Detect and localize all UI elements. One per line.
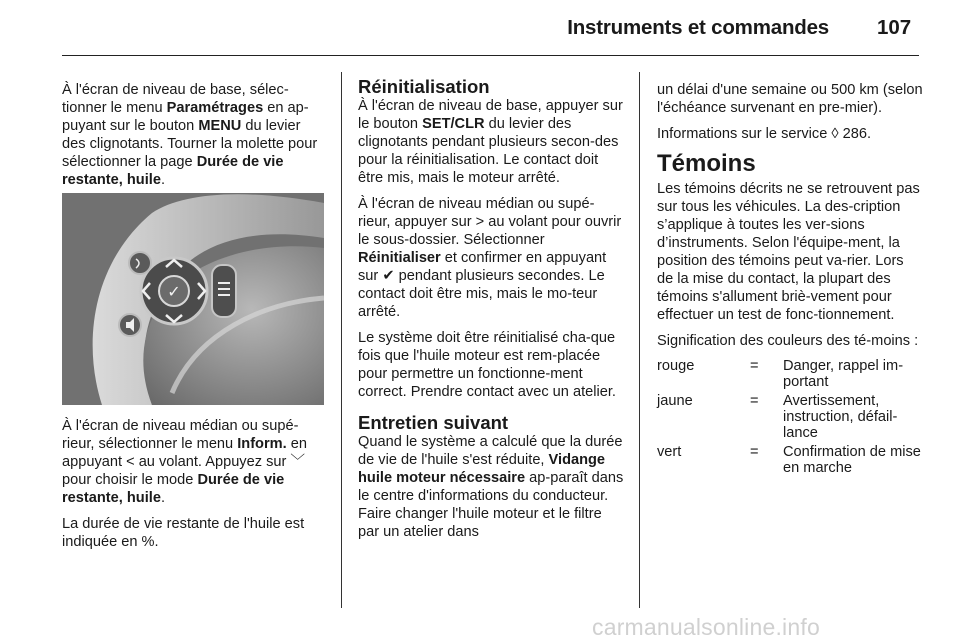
header-rule <box>62 55 919 56</box>
watermark: carmanualsonline.info <box>592 614 820 640</box>
column-1 <box>62 81 324 197</box>
color-name: vert <box>657 444 682 460</box>
chevron-left-icon: < <box>126 454 135 470</box>
color-description: Confirmation de mise en marche <box>783 444 921 476</box>
color-name: rouge <box>657 358 695 374</box>
paragraph-service-info: Informations sur le service ◊ 286. <box>657 126 872 142</box>
paragraph-median-level: À l'écran de niveau médian ou supé-rieur, sélectionner le menu Inform. en appuyant < au volant. Appuyez sur ﹀ pour choisir le mode Durée de vie restante, huile. <box>62 418 307 506</box>
heading-next-service: Entretien suivant <box>358 412 509 433</box>
paragraph-color-meaning: Signification des couleurs des té-moins : <box>657 333 919 349</box>
paragraph-reset-base: À l'écran de niveau de base, appuyer sur le bouton SET/CLR du levier des clignotants pendant plusieurs secon-des pour la réinitialisation. Le contact doit être mis, mais le moteur arrêté. <box>358 98 623 186</box>
heading-warning-lights: Témoins <box>657 150 756 177</box>
voice-button <box>129 252 151 274</box>
color-equals: = <box>750 358 759 374</box>
color-description: Avertissement, instruction, défail-lance <box>783 393 898 441</box>
paragraph-next-service: Quand le système a calculé que la durée de vie de l'huile s'est réduite, Vidange huile moteur nécessaire ap-paraît dans le centre d'informations du conducteur. Faire changer l'huile moteur et le filtre par un atelier dans <box>358 434 624 540</box>
column-3 <box>657 81 923 479</box>
column-2 <box>358 77 624 549</box>
mute-button <box>119 314 141 336</box>
table-row <box>657 358 923 393</box>
color-description: Danger, rappel im-portant <box>783 358 904 390</box>
color-equals: = <box>750 393 759 409</box>
paragraph-percent: La durée de vie restante de l'huile est indiquée en %. <box>62 516 305 550</box>
chevron-right-icon: > <box>475 214 485 230</box>
column-divider-2 <box>639 72 640 608</box>
column-divider-1 <box>341 72 342 608</box>
paragraph-reset-median: À l'écran de niveau médian ou supé-rieur, appuyer sur > au volant pour ouvrir le sous-dossier. Sélectionner Réinitialiser et confirmer en appuyant sur ✔ pendant plusieurs secondes. Le contact doit être mis, mais le mo-teur arrêté. <box>358 196 622 320</box>
paragraph-reset-note: Le système doit être réinitialisé cha-que fois que l'huile moteur est rem-placée pour permettre un fonctionne-ment correct. Prendre contact avec un atelier. <box>358 330 616 400</box>
color-legend-table <box>657 358 923 479</box>
page-number: 107 <box>877 16 912 39</box>
chevron-down-icon: ﹀ <box>290 454 306 470</box>
table-row <box>657 393 923 444</box>
cross-reference-icon: ◊ <box>831 126 839 142</box>
column-1-lower <box>62 417 324 559</box>
check-icon: ✔ <box>382 268 395 284</box>
volume-rocker <box>212 265 236 317</box>
heading-reset: Réinitialisation <box>358 76 490 97</box>
color-name: jaune <box>657 393 693 409</box>
table-row <box>657 444 923 479</box>
steering-wheel-controls-figure <box>62 193 324 405</box>
paragraph-base-level: À l'écran de niveau de base, sélec-tionner le menu Paramétrages en ap-puyant sur le bouton MENU du levier des clignotants. Tourner la molette pour sélectionner la page Durée de vie restante, huile. <box>62 82 318 188</box>
paragraph-warning-lights: Les témoins décrits ne se retrouvent pas sur tous les véhicules. La des-cription s’applique à toutes les ver-sions d’instruments. Selon l'équipe-ment, la position des témoins peut va-rier. Lors de la mise du contact, la plupart des témoins s'allument briè-vement pour effectuer un test de fonc-tionnement. <box>657 181 920 323</box>
check-icon: ✓ <box>167 282 181 301</box>
page-header-title: Instruments et commandes <box>567 16 829 39</box>
color-equals: = <box>750 444 759 460</box>
paragraph-service-delay: un délai d'une semaine ou 500 km (selon l'échéance survenant en pre-mier). <box>657 82 923 116</box>
